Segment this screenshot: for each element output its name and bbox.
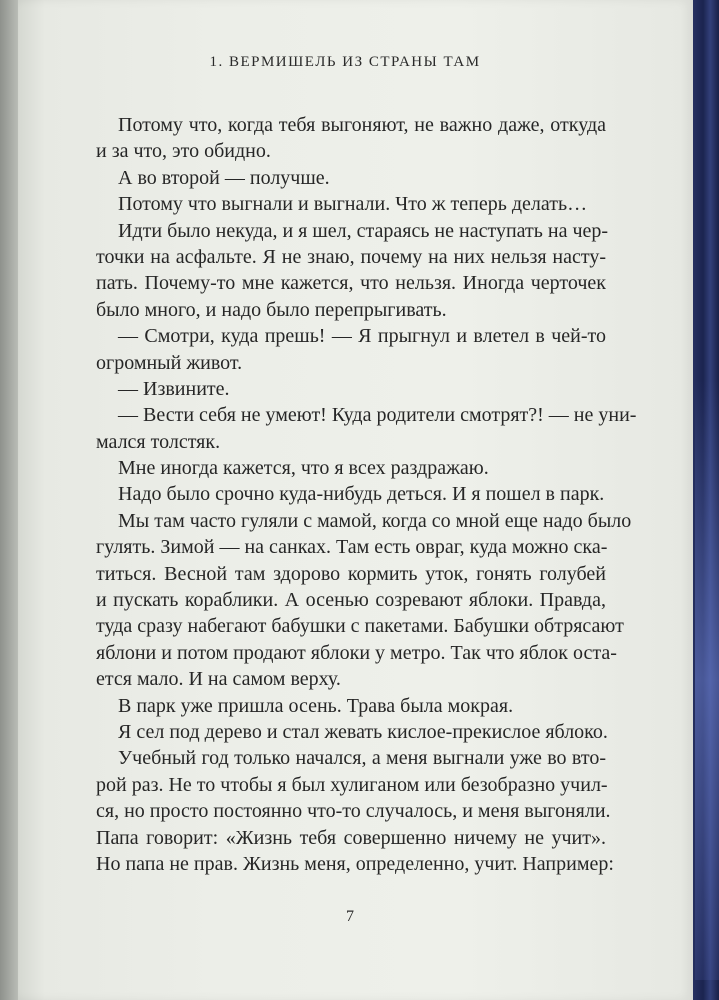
text-line: было много, и надо было перепрыгивать. (96, 298, 447, 321)
text-line: пать. Почему-то мне кажется, что нельзя. Иногда черточек (96, 272, 606, 295)
text-line: и пускать кораблики. А осенью созревают яблоки. Правда, (96, 589, 606, 612)
text-line: рой раз. Не то чтобы я был хулиганом или безобразно учил- (96, 773, 608, 796)
text-line: яблони и потом продают яблоки у метро. Так что яблок оста- (96, 641, 617, 664)
text-line: огромный живот. (96, 351, 243, 374)
text-line: Учебный год только начался, а меня выгнали уже во вто- (118, 747, 606, 770)
text-line: Потому что, когда тебя выгоняют, не важно даже, откуда (118, 114, 606, 136)
page-shadow (0, 0, 18, 1000)
running-header: 1. ВЕРМИШЕЛЬ ИЗ СТРАНЫ ТАМ (209, 54, 481, 70)
text-line: точки на асфальте. Я не знаю, почему на них нельзя насту- (96, 245, 606, 268)
text-line: В парк уже пришла осень. Трава была мокрая. (118, 694, 514, 717)
text-line: титься. Весной там здорово кормить уток, гонять голубей (96, 562, 606, 585)
text-line: Идти было некуда, и я шел, стараясь не наступать на чер- (118, 219, 609, 242)
text-line: А во второй — получше. (118, 166, 330, 189)
text-line: Я сел под дерево и стал жевать кислое-прекислое яблоко. (118, 720, 608, 743)
text-line: и за что, это обидно. (96, 140, 271, 163)
text-line: Надо было срочно куда-нибудь деться. И я пошел в парк. (118, 483, 605, 506)
text-line: ся, но просто постоянно что-то случалось, и меня выгоняли. (96, 800, 611, 823)
text-line: Потому что выгнали и выгнали. Что ж теперь делать… (118, 193, 588, 216)
text-line: ется мало. И на самом верху. (96, 668, 341, 691)
text-line: — Вести себя не умеют! Куда родители смотрят?! — не уни- (118, 404, 637, 427)
text-line: Мы там часто гуляли с мамой, когда со мной еще надо было (118, 509, 632, 532)
text-line: Но папа не прав. Жизнь меня, определенно, учит. Например: (96, 852, 614, 875)
body-text (96, 112, 637, 877)
page-number: 7 (346, 908, 354, 925)
text-line: туда сразу набегают бабушки с пакетами. Бабушки обтрясают (96, 615, 624, 638)
text-line: гулять. Зимой — на санках. Там есть овраг, куда можно ска- (96, 536, 608, 559)
text-line: Папа говорит: «Жизнь тебя совершенно ничему не учит». (96, 826, 606, 849)
text-line: — Смотри, куда прешь! — Я прыгнул и влетел в чей-то (118, 325, 606, 348)
text-line: Мне иногда кажется, что я всех раздражаю. (118, 457, 489, 480)
cover-illustration-edge (695, 380, 719, 980)
text-line: — Извините. (118, 377, 230, 400)
text-line: мался толстяк. (96, 430, 221, 453)
